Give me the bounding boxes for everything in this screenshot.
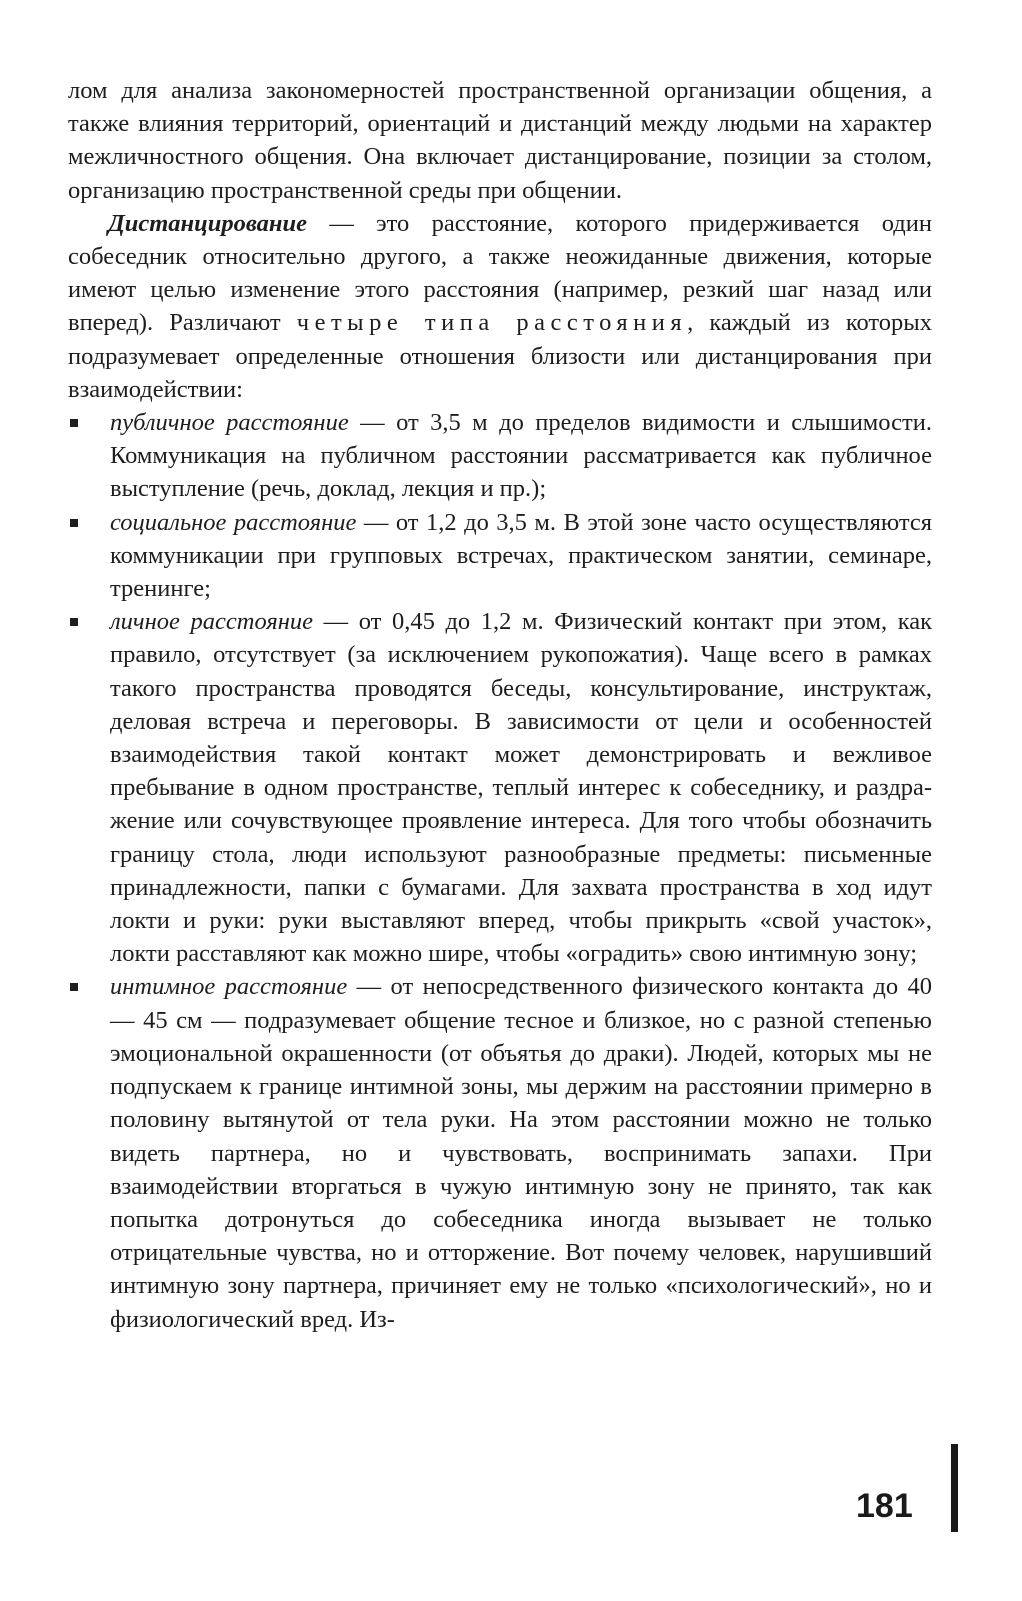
distance-types-list [68,406,932,1336]
bullet-icon [70,519,78,527]
list-item-term: социальное расстояние [110,508,357,536]
page-body [68,74,932,1336]
list-item-term: личное расстояние [110,608,314,636]
list-item [68,506,932,606]
intro-paragraph: лом для анализа закономерностей пространственной организации общения, а также влияния территорий, ориентаций и дистанций между людьми на характер межличностного общения. Она включает дистанцирование, позиции за столом, организацию пространственной среды при общении. [68,77,932,204]
list-item [68,605,932,970]
list-item [68,970,932,1335]
bullet-icon [70,618,78,626]
list-item [68,406,932,506]
list-item-text: — от 3,5 м до пределов видимости и слышимости. Коммуникация на публичном расстоянии рассматривается как публичное выступление (речь, доклад, лекция и пр.); [110,409,932,503]
page-number: 181 [856,1487,913,1525]
list-item-text: — от 0,45 до 1,2 м. Физический контакт при этом, как правило, отсутствует (за исключением рукопожатия). Чаще всего в рамках такого пространства проводятся беседы, консультирование, инструктаж, деловая встреча и переговоры. В зависимости от цели и особенностей взаимодействия такой контакт может демонстрировать и вежливое пребывание в одном пространстве, теплый интерес к собеседнику, и раздражение или сочувствующее проявление интереса. Для того чтобы обозначить границу стола, люди используют разнообразные предметы: письменные принадлежности, папки с бумагами. Для захвата пространства в ход идут локти и руки: руки выставляют вперед, чтобы прикрыть «свой участок», локти расставляют как можно шире, чтобы «оградить» свою интимную зону; [110,608,933,968]
list-item-term: интимное расстояние [110,973,348,1001]
list-item-text: — от непосредственного физического контакта до 40 — 45 см — подразумевает общение тесное и близкое, но с разной степенью эмоциональной окрашенности (от объятья до драки). Людей, которых мы не подпускаем к границе интимной зоны, мы держим на расстоянии примерно в половину вытянутой от тела руки. На этом расстоянии можно не только видеть партнера, но и чувствовать, воспринимать запахи. При взаимодействии вторгаться в чужую интимную зону не принято, так как попытка дотронуться до собеседника иногда вызывает не только отрицательные чувства, но и отторжение. Вот почему человек, нарушивший интимную зону партнера, причиняет ему не только «психологический», но и физиологический вред. Из- [110,973,932,1333]
distancing-text-after: , каждый из которых подразумевает определенные отношения близости или дистанцирования при взаимодействии: [68,309,933,403]
distancing-term: Дистанцирование [108,209,308,237]
list-item-text: — от 1,2 до 3,5 м. В этой зоне часто осуществляются коммуникации при групповых встречах, практическом занятии, семинаре, тренинге; [110,508,932,603]
distancing-paragraph [68,207,932,406]
distancing-text-before: — это расстояние, которого придерживается один собеседник относительно другого, а также неожиданные движения, которые имеют целью изменение этого расстояния (например, резкий шаг назад или вперед). Различают [68,209,932,337]
list-item-term: публичное расстояние [110,409,349,437]
bullet-icon [70,983,78,991]
distancing-spaced-phrase: четыре типа расстояния [296,309,688,337]
bullet-icon [70,419,78,427]
margin-bar [951,1444,958,1532]
